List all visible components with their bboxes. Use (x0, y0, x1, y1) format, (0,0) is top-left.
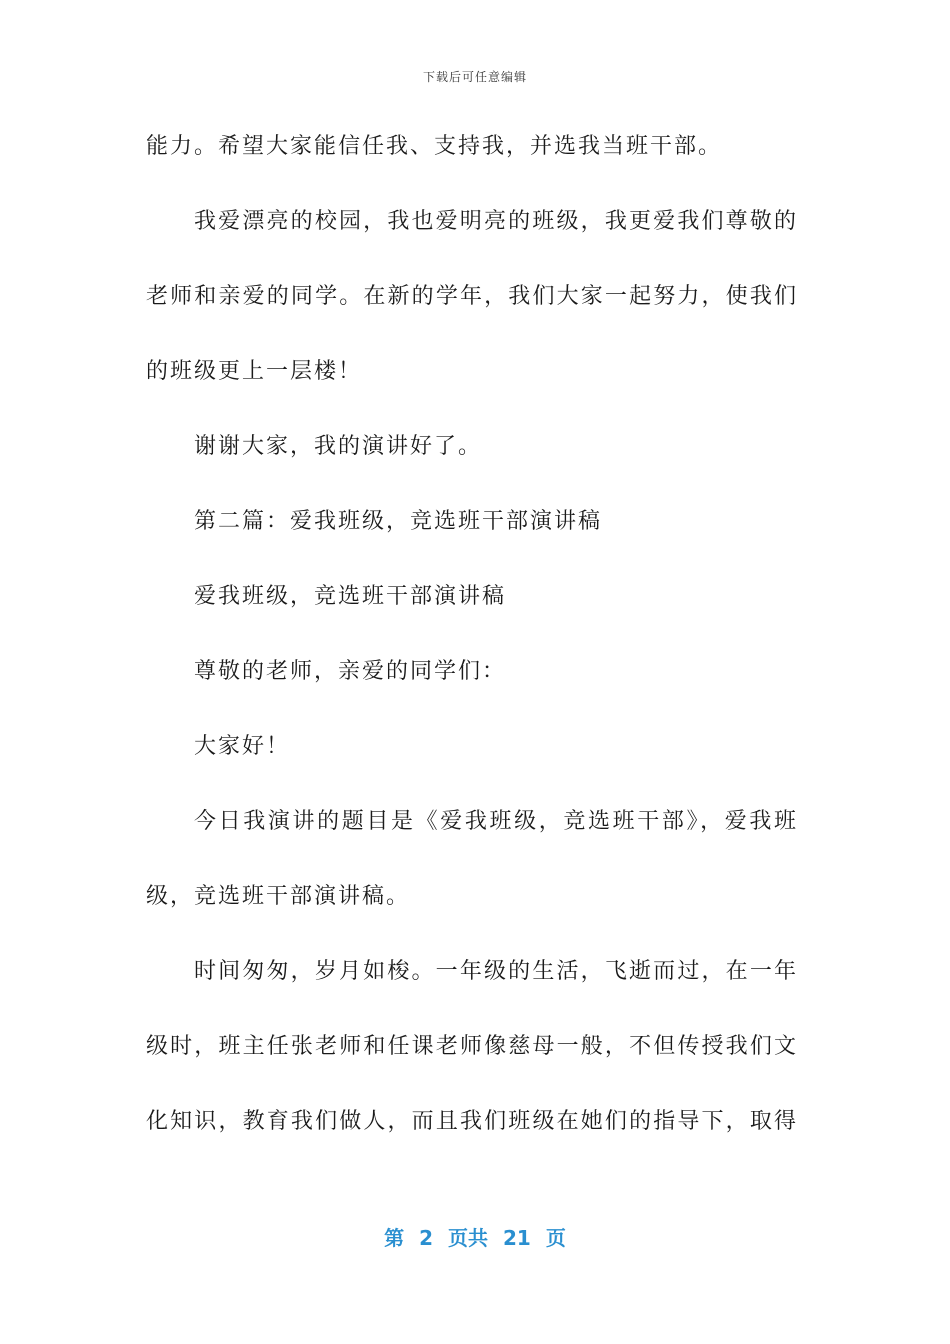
footer-current-page: 2 (419, 1226, 434, 1250)
footer-prefix: 第 (384, 1226, 405, 1250)
body-line-13: 级时，班主任张老师和任课老师像慈母一般，不但传授我们文 (146, 1034, 796, 1059)
document-body (146, 124, 796, 1174)
section-heading: 第二篇：爱我班级，竞选班干部演讲稿 (194, 509, 603, 534)
body-line-11: 级，竞选班干部演讲稿。 (146, 884, 411, 909)
greeting: 大家好！ (194, 734, 291, 759)
body-line-14: 化知识，教育我们做人，而且我们班级在她们的指导下，取得 (146, 1109, 796, 1134)
body-line-10: 今日我演讲的题目是《爱我班级，竞选班干部》，爱我班 (194, 809, 796, 834)
page-header: 下载后可任意编辑 (422, 70, 527, 84)
body-line-1: 能力。希望大家能信任我、支持我，并选我当班干部。 (146, 134, 723, 159)
body-line-5: 谢谢大家，我的演讲好了。 (194, 434, 483, 459)
footer-total-pages: 21 (503, 1226, 531, 1250)
footer-middle: 页共 (448, 1226, 489, 1250)
body-line-3: 老师和亲爱的同学。在新的学年，我们大家一起努力，使我们 (146, 284, 796, 309)
body-line-2: 我爱漂亮的校园，我也爱明亮的班级，我更爱我们尊敬的 (194, 209, 796, 234)
salutation: 尊敬的老师，亲爱的同学们： (194, 659, 507, 684)
footer-suffix: 页 (545, 1226, 566, 1250)
body-line-12: 时间匆匆，岁月如梭。一年级的生活，飞逝而过，在一年 (194, 959, 796, 984)
body-line-4: 的班级更上一层楼！ (146, 359, 363, 384)
speech-title: 爱我班级，竞选班干部演讲稿 (194, 584, 507, 609)
page-footer (0, 1222, 950, 1251)
